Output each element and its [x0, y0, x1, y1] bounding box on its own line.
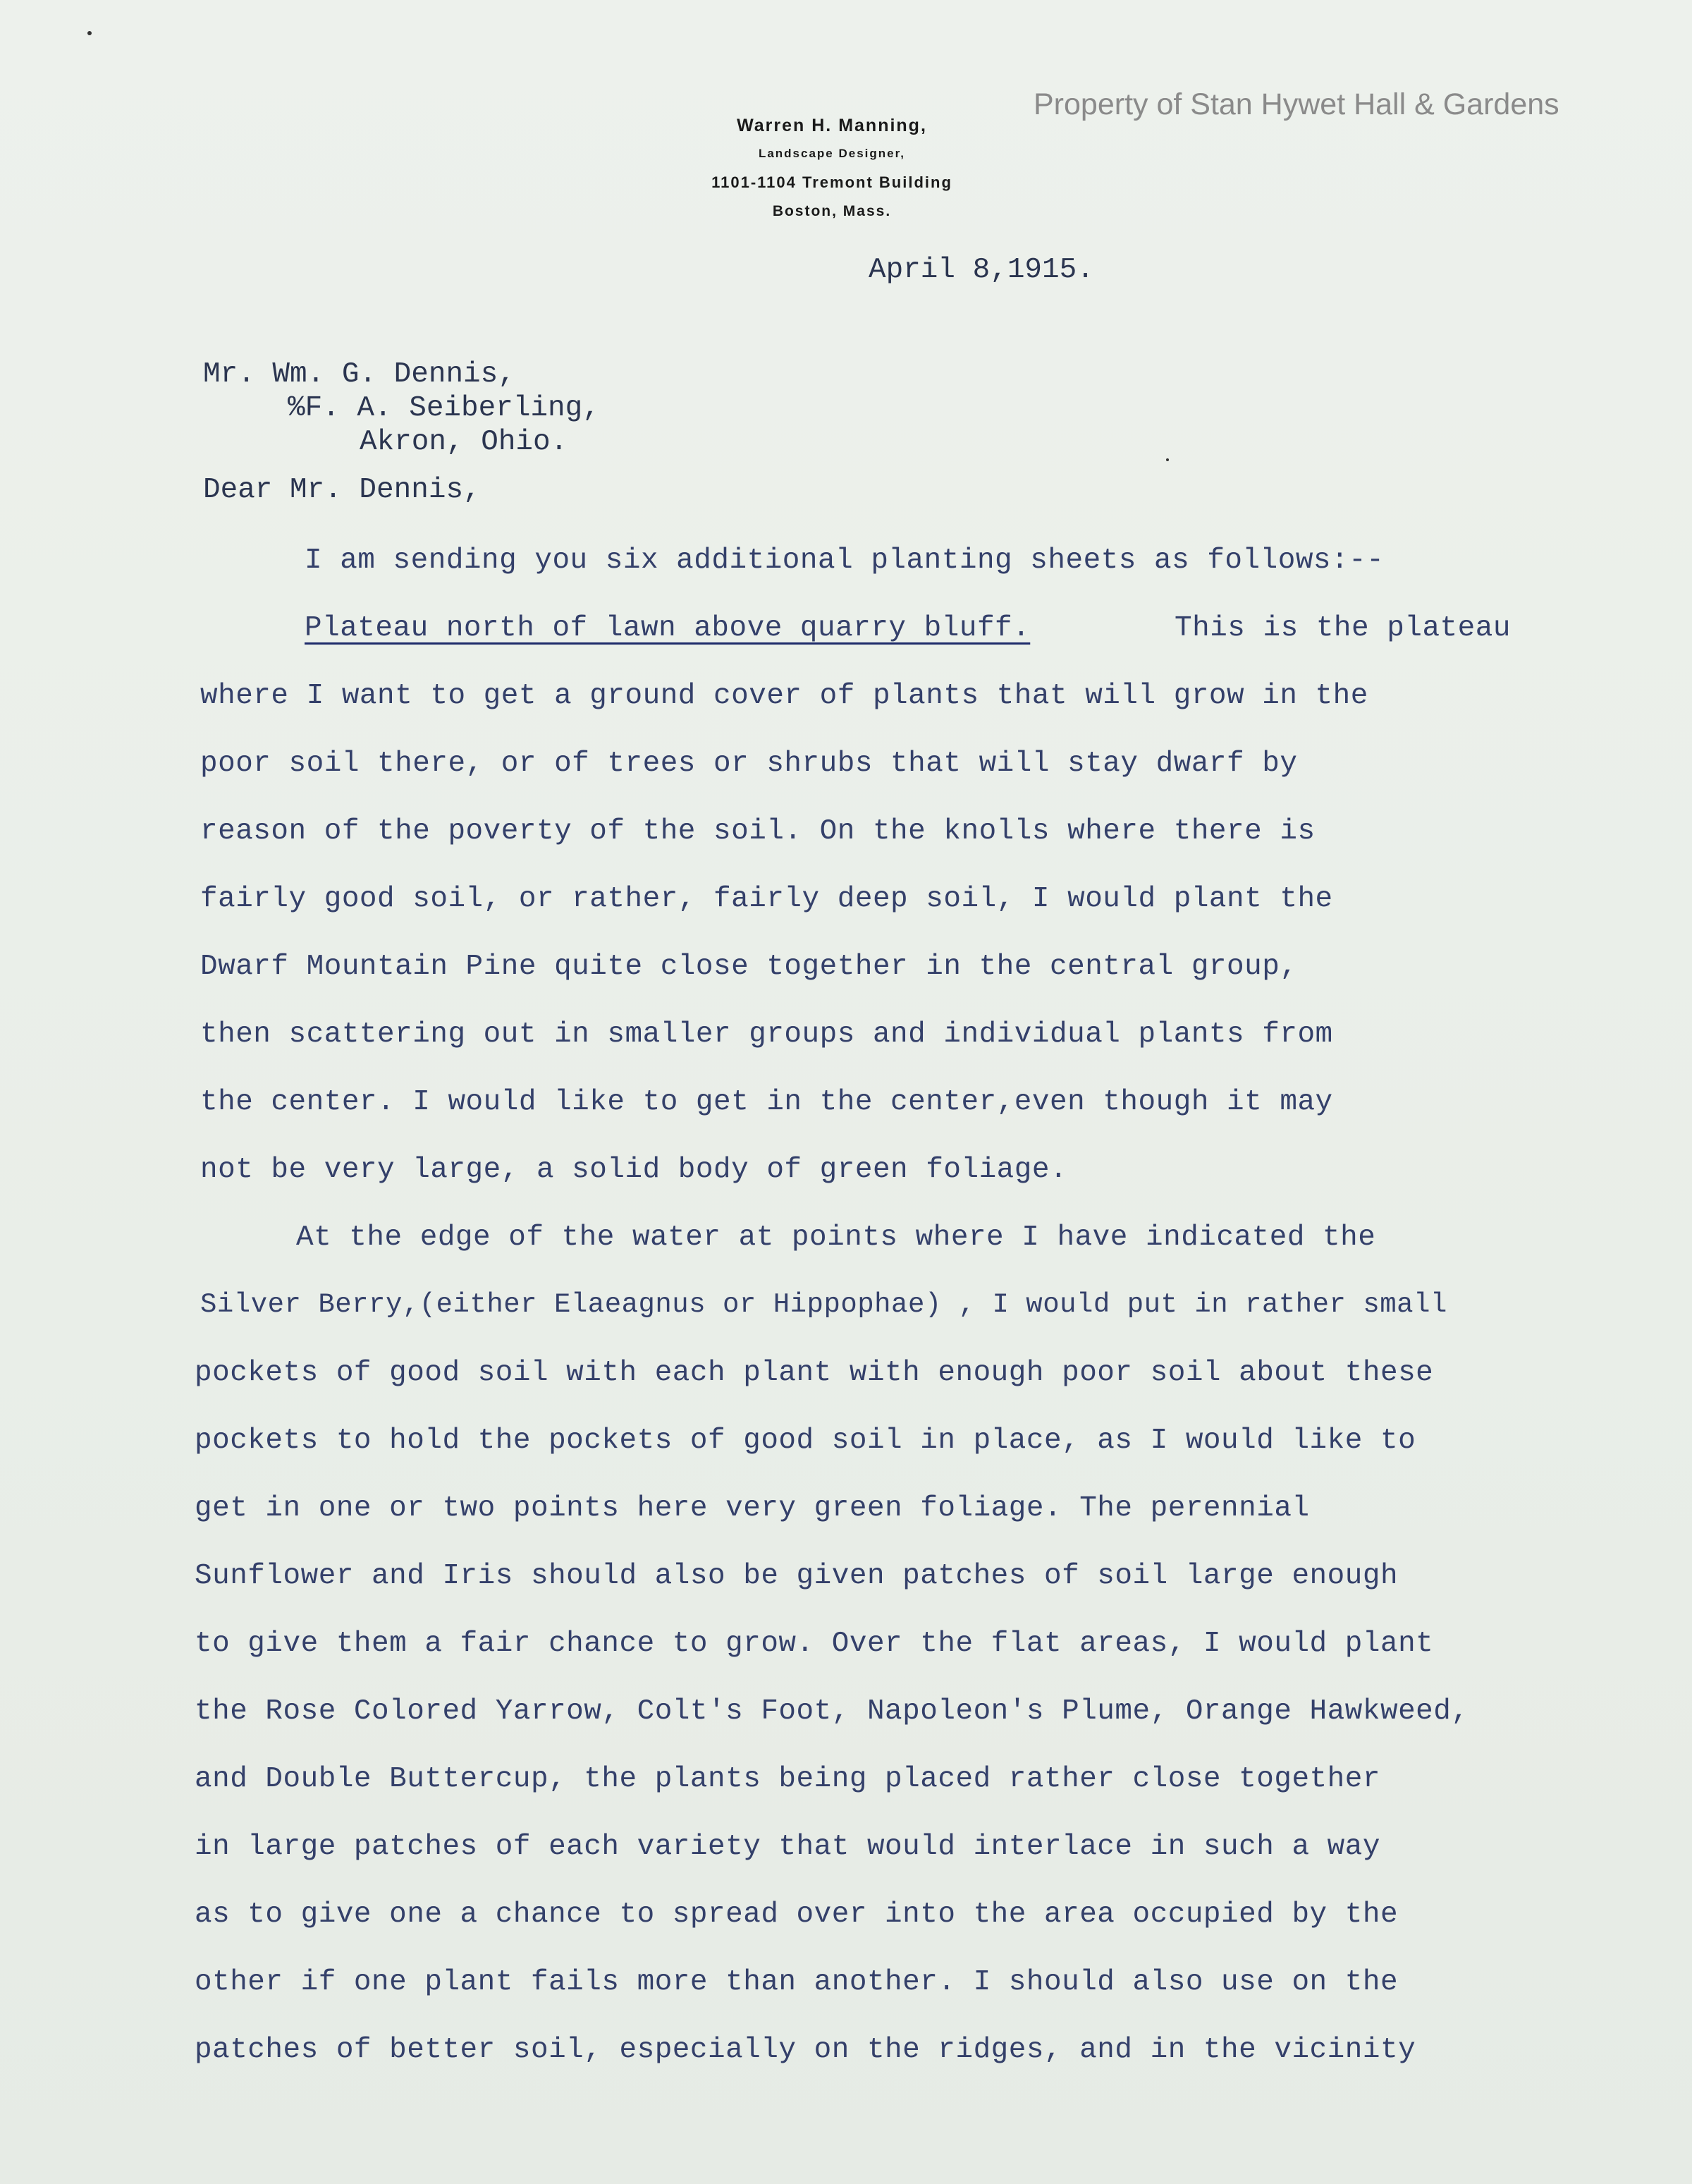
body-line: other if one plant fails more than another. I should also use on the	[195, 1966, 1399, 1999]
recipient-line-1: Mr. Wm. G. Dennis,	[203, 358, 515, 391]
body-line: in large patches of each variety that would interlace in such a way	[195, 1831, 1380, 1863]
letterhead-city: Boston, Mass.	[772, 203, 892, 219]
letterhead-address: 1101-1104 Tremont Building	[711, 173, 952, 191]
body-line: Sunflower and Iris should also be given patches of soil large enough	[195, 1560, 1399, 1592]
body-line: to give them a fair chance to grow. Over the flat areas, I would plant	[195, 1628, 1434, 1660]
body-line: as to give one a chance to spread over into the area occupied by the	[195, 1898, 1399, 1931]
recipient-line-3: Akron, Ohio.	[360, 426, 568, 458]
body-line: the Rose Colored Yarrow, Colt's Foot, Napoleon's Plume, Orange Hawkweed,	[195, 1695, 1469, 1728]
salutation: Dear Mr. Dennis,	[203, 474, 481, 506]
watermark: Property of Stan Hywet Hall & Gardens	[1034, 87, 1559, 121]
body-line: This is the plateau	[1175, 612, 1511, 645]
body-line: Silver Berry,(either Elaeagnus or Hippophae) , I would put in rather small	[200, 1289, 1447, 1320]
body-line: pockets of good soil with each plant with enough poor soil about these	[195, 1357, 1434, 1389]
body-line: not be very large, a solid body of green foliage.	[200, 1154, 1068, 1186]
body-line: Dwarf Mountain Pine quite close together in the central group,	[200, 951, 1298, 983]
paper-speck	[1166, 458, 1169, 461]
body-line: get in one or two points here very green foliage. The perennial	[195, 1492, 1310, 1525]
body-line: pockets to hold the pockets of good soil in place, as I would like to	[195, 1425, 1416, 1457]
recipient-line-2: %F. A. Seiberling,	[288, 392, 600, 425]
letterhead-name: Warren H. Manning,	[737, 116, 927, 135]
section-heading: Plateau north of lawn above quarry bluff.	[305, 612, 1031, 645]
paper-speck	[87, 31, 92, 35]
body-line: fairly good soil, or rather, fairly deep soil, I would plant the	[200, 883, 1333, 915]
body-line: where I want to get a ground cover of plants that will grow in the	[200, 680, 1368, 712]
body-line: At the edge of the water at points where I have indicated the	[296, 1221, 1376, 1254]
body-line: reason of the poverty of the soil. On the knolls where there is	[200, 815, 1316, 848]
intro-line: I am sending you six additional planting sheets as follows:--	[305, 544, 1385, 577]
letterhead	[634, 111, 1029, 226]
body-line: and Double Buttercup, the plants being placed rather close together	[195, 1763, 1380, 1795]
body-line: then scattering out in smaller groups and individual plants from	[200, 1018, 1333, 1051]
letterhead-title: Landscape Designer,	[758, 147, 906, 160]
body-line: patches of better soil, especially on the ridges, and in the vicinity	[195, 2034, 1416, 2066]
body-line: poor soil there, or of trees or shrubs that will stay dwarf by	[200, 748, 1298, 780]
body-line: the center. I would like to get in the center,even though it may	[200, 1086, 1333, 1118]
letter-date: April 8,1915.	[869, 254, 1094, 286]
